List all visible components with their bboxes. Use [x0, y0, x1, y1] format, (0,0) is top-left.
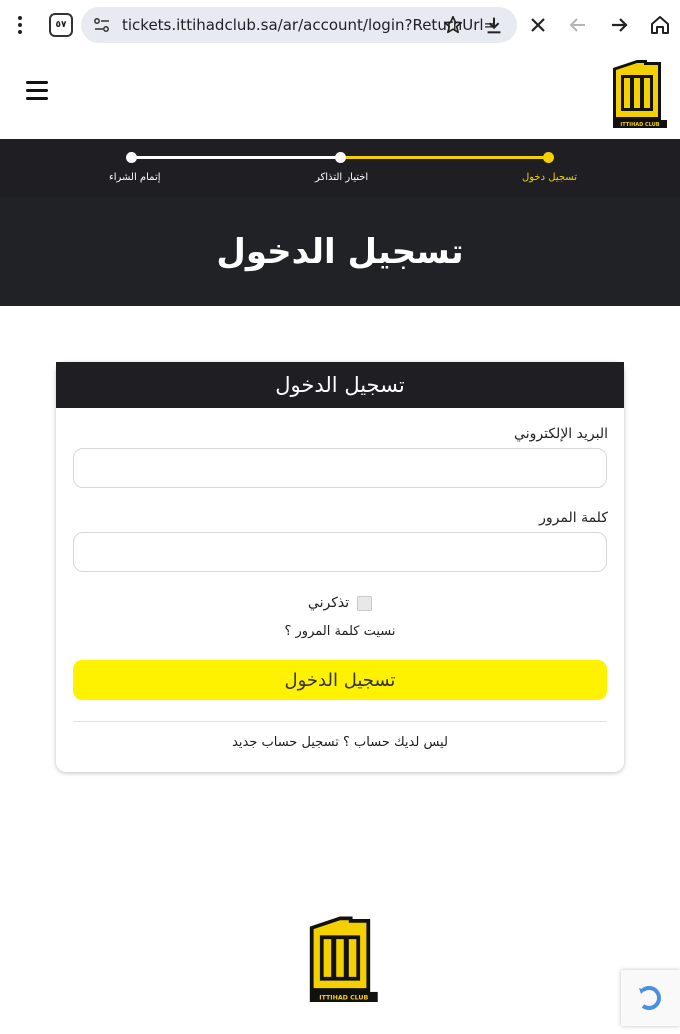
login-button[interactable]: تسجيل الدخول — [73, 660, 607, 700]
step-dot-login — [543, 152, 554, 163]
address-bar[interactable] — [81, 7, 517, 43]
download-icon[interactable] — [483, 14, 505, 36]
login-card-header: تسجيل الدخول — [56, 362, 624, 408]
forward-arrow-icon[interactable] — [607, 13, 631, 37]
step-line-complete — [340, 156, 549, 159]
page-title-band — [0, 197, 680, 306]
checkout-steps — [0, 139, 680, 197]
step-line-pending — [131, 156, 340, 159]
email-field[interactable] — [73, 448, 607, 488]
step-dot-tickets — [335, 152, 346, 163]
remember-label: تذكرني — [307, 595, 350, 611]
close-icon[interactable] — [526, 13, 550, 37]
step-label-login: تسجيل دخول — [522, 172, 577, 183]
step-label-checkout: إتمام الشراء — [109, 172, 161, 183]
password-label: كلمة المرور — [539, 510, 608, 526]
footer-logo-text: ITTIHAD CLUB — [319, 994, 369, 1002]
hamburger-icon[interactable] — [26, 81, 48, 101]
url-text[interactable]: tickets.ittihadclub.sa/ar/account/login?ReturnUrl= — [122, 16, 497, 34]
site-header — [0, 50, 680, 139]
divider — [73, 721, 607, 722]
back-arrow-icon[interactable] — [566, 13, 590, 37]
home-icon[interactable] — [648, 13, 672, 37]
recaptcha-icon[interactable] — [621, 970, 680, 1026]
email-label: البريد الإلكتروني — [514, 426, 608, 442]
site-settings-icon[interactable] — [93, 16, 111, 34]
login-card — [56, 362, 624, 772]
password-field[interactable] — [73, 532, 607, 572]
star-icon[interactable] — [442, 14, 464, 36]
footer-logo — [302, 914, 378, 1002]
browser-toolbar — [0, 0, 680, 50]
register-link[interactable]: ليس لديك حساب ؟ تسجيل حساب جديد — [232, 735, 448, 750]
step-dot-checkout — [126, 152, 137, 163]
remember-me[interactable] — [56, 595, 624, 611]
menu-dots-icon[interactable] — [8, 13, 32, 37]
step-label-tickets: اختيار التذاكر — [315, 172, 369, 183]
tabs-icon[interactable]: ٥٧ — [49, 13, 73, 37]
logo-text: ITTIHAD CLUB — [620, 122, 660, 128]
forgot-password-link[interactable]: نسيت كلمة المرور ؟ — [284, 624, 396, 639]
remember-checkbox[interactable] — [357, 596, 372, 611]
page-title: تسجيل الدخول — [216, 231, 464, 272]
ittihad-club-logo[interactable] — [607, 58, 667, 128]
